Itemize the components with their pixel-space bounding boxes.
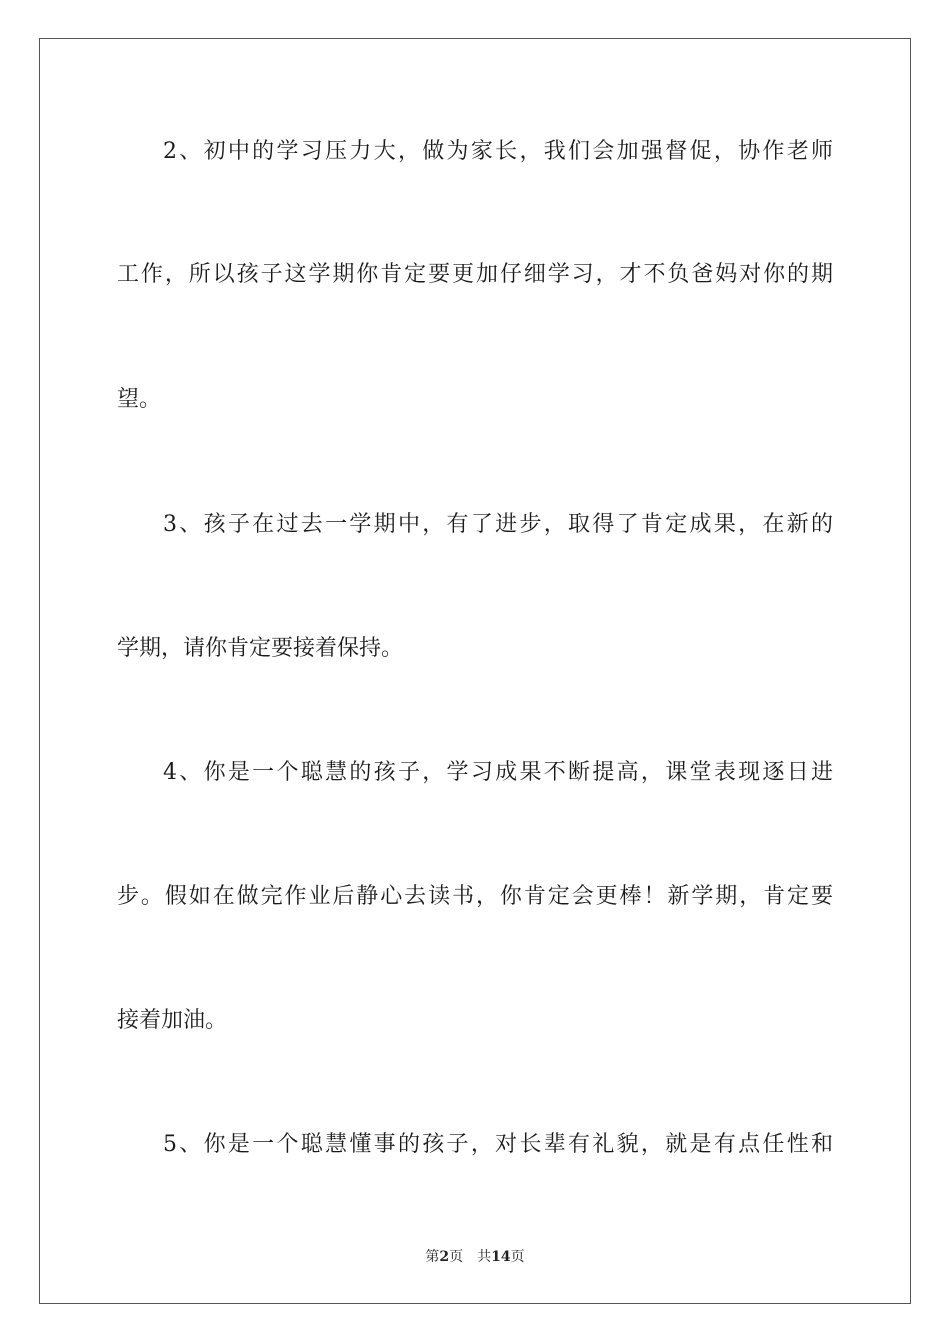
page-border bbox=[39, 38, 911, 1304]
total-suffix: 页 bbox=[510, 1249, 525, 1265]
paragraph-2-line-3: 望。 bbox=[117, 387, 162, 412]
page-footer bbox=[0, 1247, 950, 1267]
paragraph-2-line-2: 工作，所以孩子这学期你肯定要更加仔细学习，才不负爸妈对你的期 bbox=[117, 262, 833, 287]
paragraph-3-line-2: 学期，请你肯定要接着保持。 bbox=[117, 636, 404, 661]
paragraph-4-line-2: 步。假如在做完作业后静心去读书，你肯定会更棒！新学期，肯定要 bbox=[117, 884, 833, 909]
page-prefix: 第 bbox=[425, 1249, 440, 1265]
paragraph-4-line-3: 接着加油。 bbox=[117, 1008, 228, 1033]
total-prefix: 共 bbox=[477, 1249, 492, 1265]
total-pages: 14 bbox=[491, 1249, 511, 1265]
page-suffix: 页 bbox=[449, 1249, 464, 1265]
paragraph-4-line-1: 4、你是一个聪慧的孩子，学习成果不断提高，课堂表现逐日进 bbox=[163, 760, 833, 785]
paragraph-5-line-1: 5、你是一个聪慧懂事的孩子，对长辈有礼貌，就是有点任性和 bbox=[163, 1132, 833, 1157]
paragraph-2-line-1: 2、初中的学习压力大，做为家长，我们会加强督促，协作老师 bbox=[163, 139, 833, 164]
page-number: 2 bbox=[439, 1249, 450, 1265]
paragraph-3-line-1: 3、孩子在过去一学期中，有了进步，取得了肯定成果，在新的 bbox=[163, 512, 833, 537]
